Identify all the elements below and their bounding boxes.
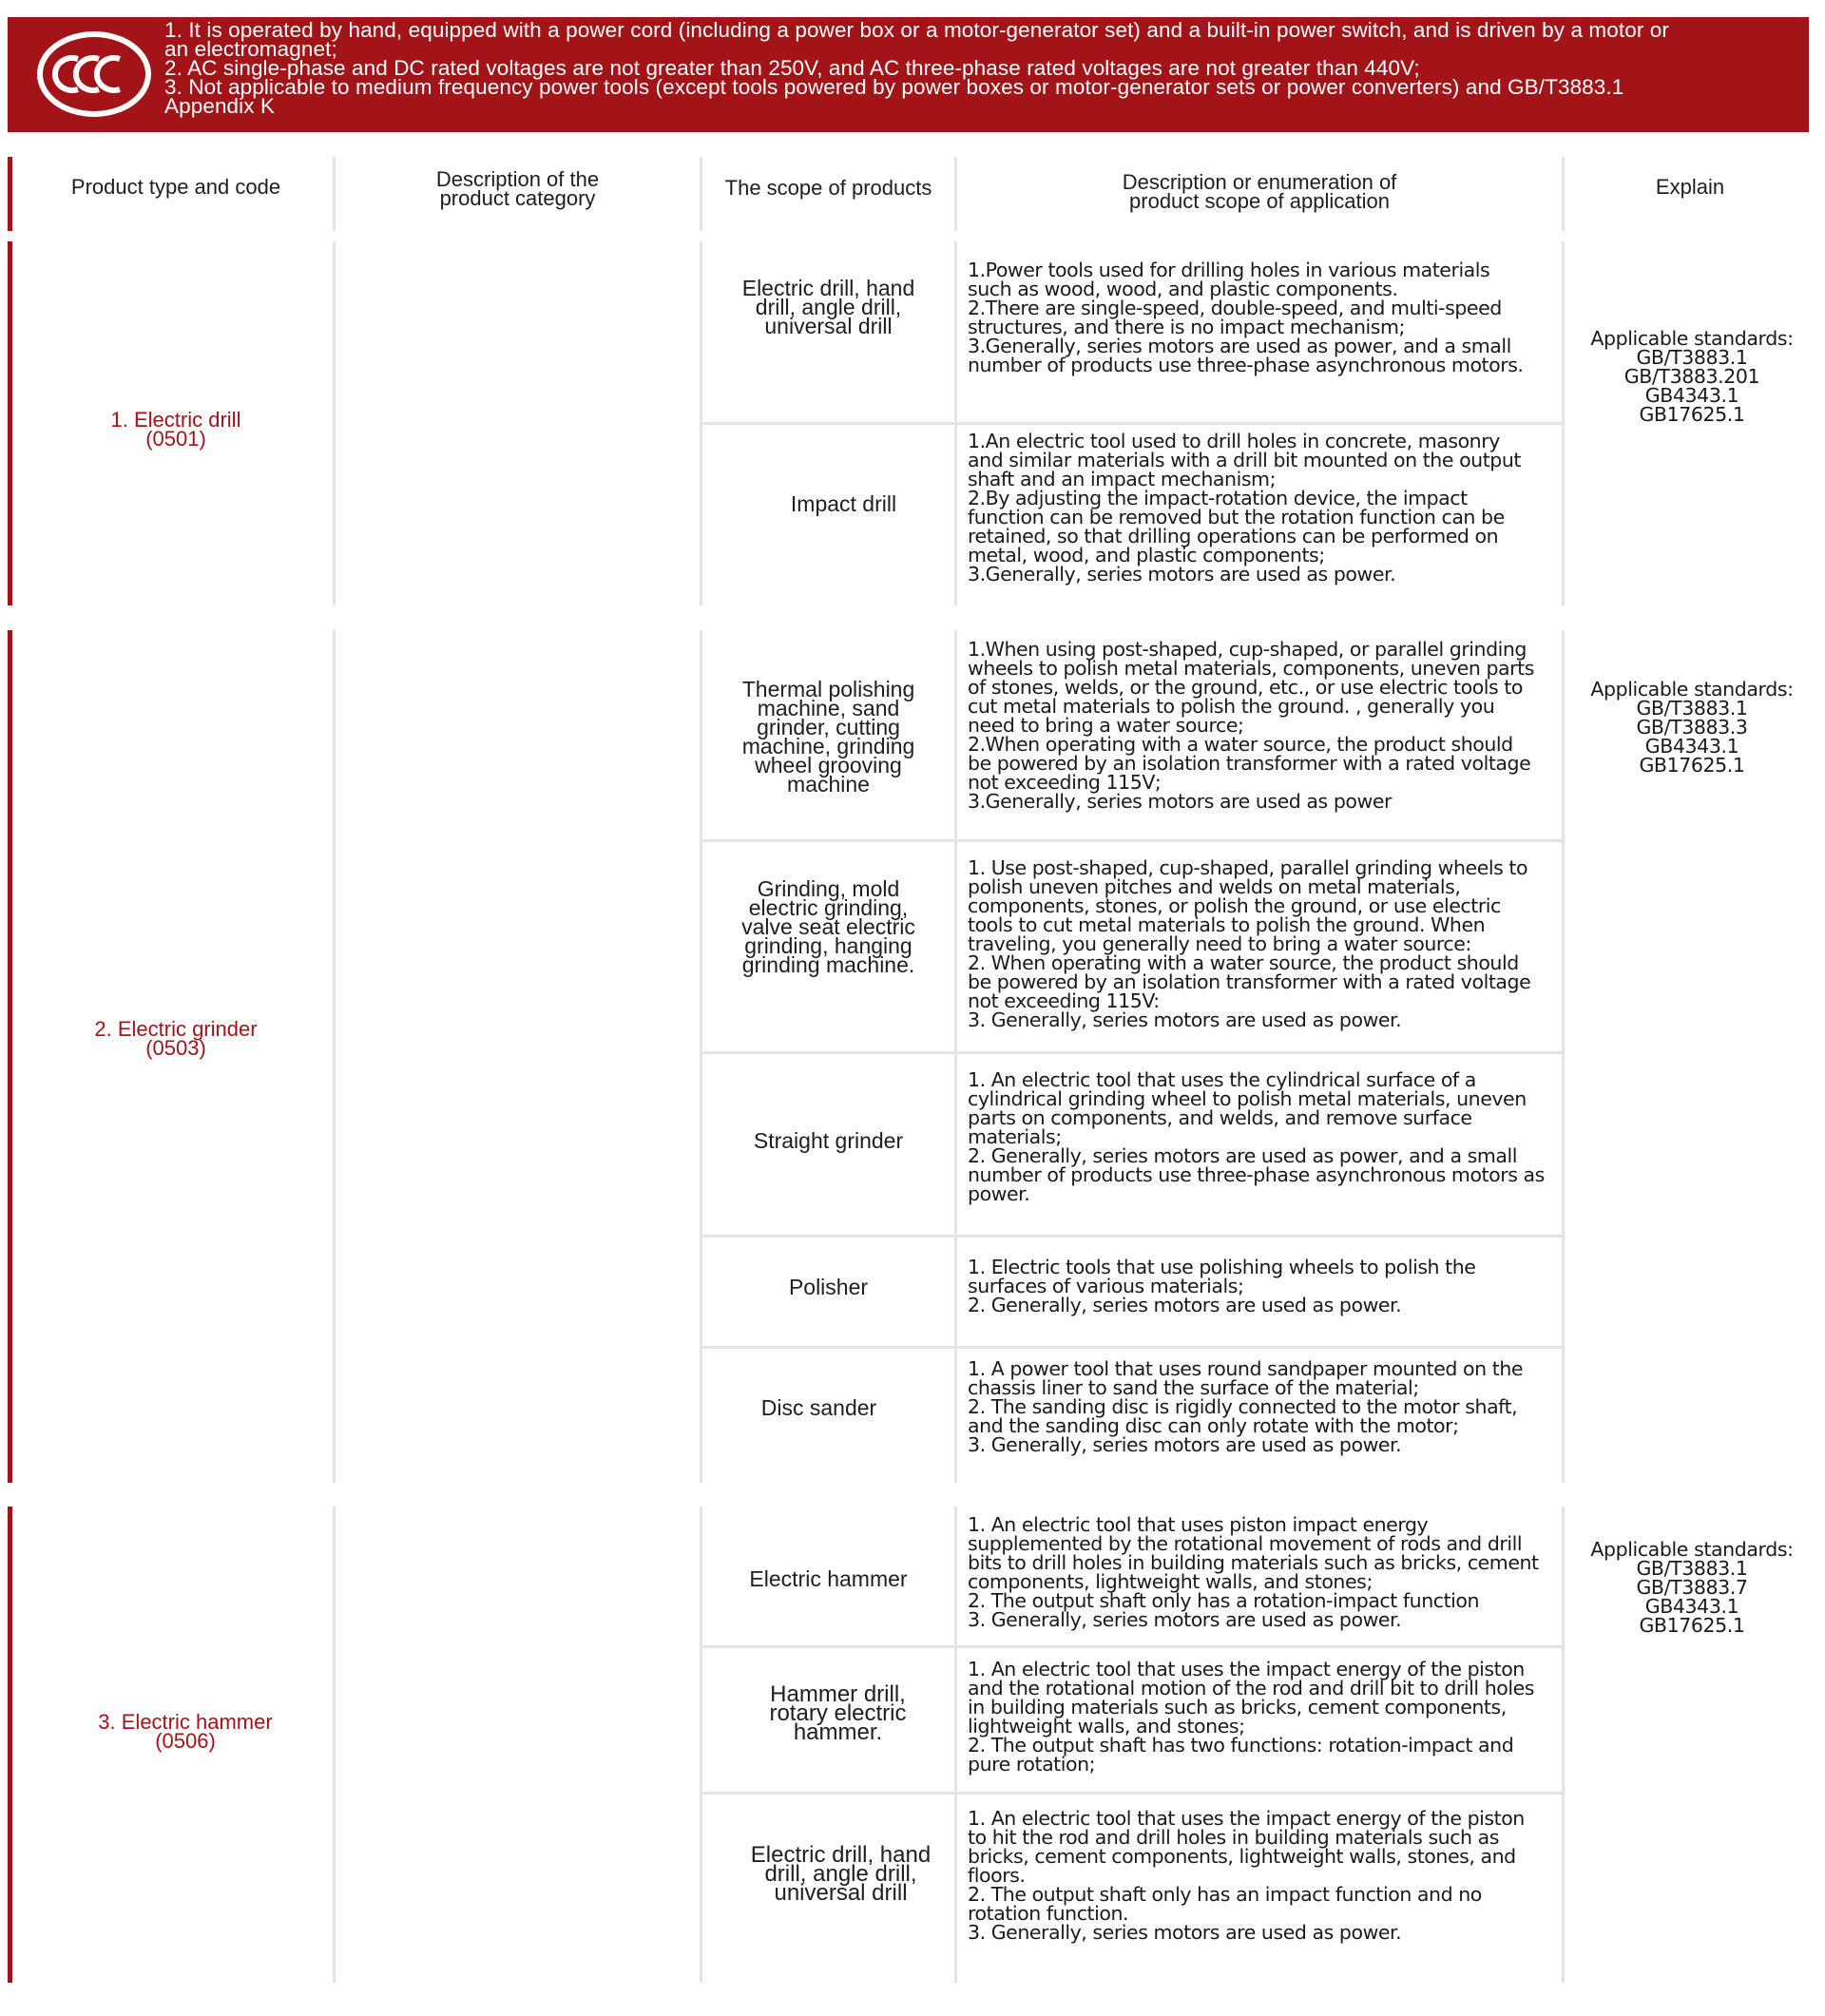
row-accent-bar	[8, 241, 12, 605]
scope-description: 1. An electric tool that uses piston impact energy supplemented by the rotational movement of rods and drill bits to drill holes in building materials such as bricks, cement components, lightweight walls, and stones; 2. The output shaft only has a rotation-impact function 3. Generally, series motors are used as power.	[968, 1513, 1539, 1631]
scope-description: 1. Use post-shaped, cup-shaped, parallel grinding wheels to polish uneven pitches and welds on metal materials, components, stones, or polish the ground, or use electric tools to cut metal materials to polish the ground. When traveling, you generally need to bring a water source: 2. When operating with a water source, the product should be powered by an isolation transformer with a rated voltage not exceeding 115V: 3. Generally, series motors are used as power.	[968, 856, 1531, 1031]
banner-line: an electromagnet;	[164, 37, 337, 61]
scope-cell: Disc sander	[760, 1395, 877, 1420]
scope-cell: Straight grinder	[753, 1128, 904, 1153]
banner-text	[164, 18, 1790, 118]
scope-cell: Thermal polishing machine, sand grinder, cutting machine, grinding wheel grooving machine	[741, 677, 915, 797]
explain-cell: Applicable standards: GB/T3883.1 GB/T3883.7 GB4343.1 GB17625.1	[1590, 1538, 1794, 1637]
banner-line: 1. It is operated by hand, equipped with a power cord (including a power box or a motor-generator set) and a built-in power switch, and is driven by a motor or	[164, 18, 1669, 42]
info-banner	[8, 17, 1809, 132]
scope-description: 1.When using post-shaped, cup-shaped, or parallel grinding wheels to polish metal materials, components, uneven parts of stones, welds, or the ground, etc., or use electric tools to cut metal materials to polish the ground. , generally you need to bring a water source; 2.When operating with a water source, the product should be powered by an isolation transformer with a rated voltage not exceeding 115V; 3.Generally, series motors are used as power	[968, 638, 1534, 813]
row-accent-bar	[8, 630, 12, 1483]
scope-description: 1. An electric tool that uses the cylindrical surface of a cylindrical grinding wheel to polish metal materials, uneven parts on components, and welds, and remove surface materials; 2. Generally, series motors are used as power, and a small number of products use three-phase asynchronous motors as power.	[968, 1068, 1545, 1205]
scope-description: 1. An electric tool that uses the impact energy of the piston and the rotational motion of the rod and drill bit to drill holes in building materials such as bricks, cement components, lightweight walls, and stones; 2. The output shaft has two functions: rotation-impact and pure rotation;	[968, 1658, 1534, 1776]
product-type-cell: 2. Electric grinder (0503)	[94, 1017, 258, 1060]
scope-description: 1. Electric tools that use polishing wheels to polish the surfaces of various materials; 2. Generally, series motors are used as power.	[968, 1256, 1476, 1316]
banner-line: Appendix K	[164, 94, 276, 118]
header-explain: Explain	[1655, 175, 1725, 199]
explain-cell: Applicable standards: GB/T3883.1 GB/T3883.201 GB4343.1 GB17625.1	[1590, 327, 1794, 426]
scope-cell: Electric hammer	[749, 1566, 908, 1591]
scope-description: 1. A power tool that uses round sandpaper mounted on the chassis liner to sand the surface of the material; 2. The sanding disc is rigidly connected to the motor shaft, and the sanding disc can only rotate with the motor; 3. Generally, series motors are used as power.	[968, 1357, 1524, 1456]
product-type-cell: 3. Electric hammer (0506)	[98, 1710, 273, 1753]
ccc-logo-icon	[36, 30, 152, 118]
scope-description: 1.An electric tool used to drill holes in concrete, masonry and similar materials with a drill bit mounted on the output shaft and an impact mechanism; 2.By adjusting the impact-rotation device, the impact function can be removed but the rotation function can be retained, so that drilling operations can be performed on metal, wood, and plastic components; 3.Generally, series motors are used as power.	[968, 430, 1521, 586]
group-electric-hammer	[0, 1507, 1825, 1983]
scope-cell: Electric drill, hand drill, angle drill, universal drill	[750, 1842, 932, 1906]
product-type-cell: 1. Electric drill (0501)	[110, 408, 241, 451]
explain-cell: Applicable standards: GB/T3883.1 GB/T3883.3 GB4343.1 GB17625.1	[1590, 678, 1794, 777]
header-product-type: Product type and code	[70, 175, 281, 199]
scope-description: 1.Power tools used for drilling holes in various materials such as wood, wood, and plastic components. 2.There are single-speed, double-speed, and multi-speed structures, and there is no impact mechanism; 3.Generally, series motors are used as power, and a small number of products use three-phase asynchronous motors.	[968, 259, 1524, 376]
header-category-desc: Description of the product category	[435, 167, 600, 210]
scope-cell: Hammer drill, rotary electric hammer.	[769, 1681, 907, 1745]
header-scope: The scope of products	[724, 176, 932, 200]
scope-cell: Electric drill, hand drill, angle drill, universal drill	[741, 276, 915, 338]
scope-cell: Grinding, mold electric grinding, valve seat electric grinding, hanging grinding machine.	[741, 876, 915, 977]
group-electric-grinder	[0, 630, 1825, 1483]
scope-description: 1. An electric tool that uses the impact energy of the piston to hit the rod and drill holes in building materials such as bricks, cement components, lightweight walls, stones, and floors. 2. The output shaft only has an impact function and no rotation function. 3. Generally, series motors are used as power.	[968, 1807, 1525, 1944]
scope-cell: Polisher	[788, 1275, 869, 1299]
row-accent-bar	[8, 157, 12, 231]
table-header	[0, 157, 1825, 231]
group-electric-drill	[0, 241, 1825, 605]
row-accent-bar	[8, 1507, 12, 1983]
banner-line: 3. Not applicable to medium frequency power tools (except tools powered by power boxes or motor-generator sets or power converters) and GB/T3883.1	[164, 75, 1624, 99]
header-scope-desc: Description or enumeration of product scope of application	[1122, 170, 1397, 213]
banner-line: 2. AC single-phase and DC rated voltages are not greater than 250V, and AC three-phase rated voltages are not greater than 440V;	[164, 56, 1420, 80]
scope-cell: Impact drill	[790, 491, 897, 516]
